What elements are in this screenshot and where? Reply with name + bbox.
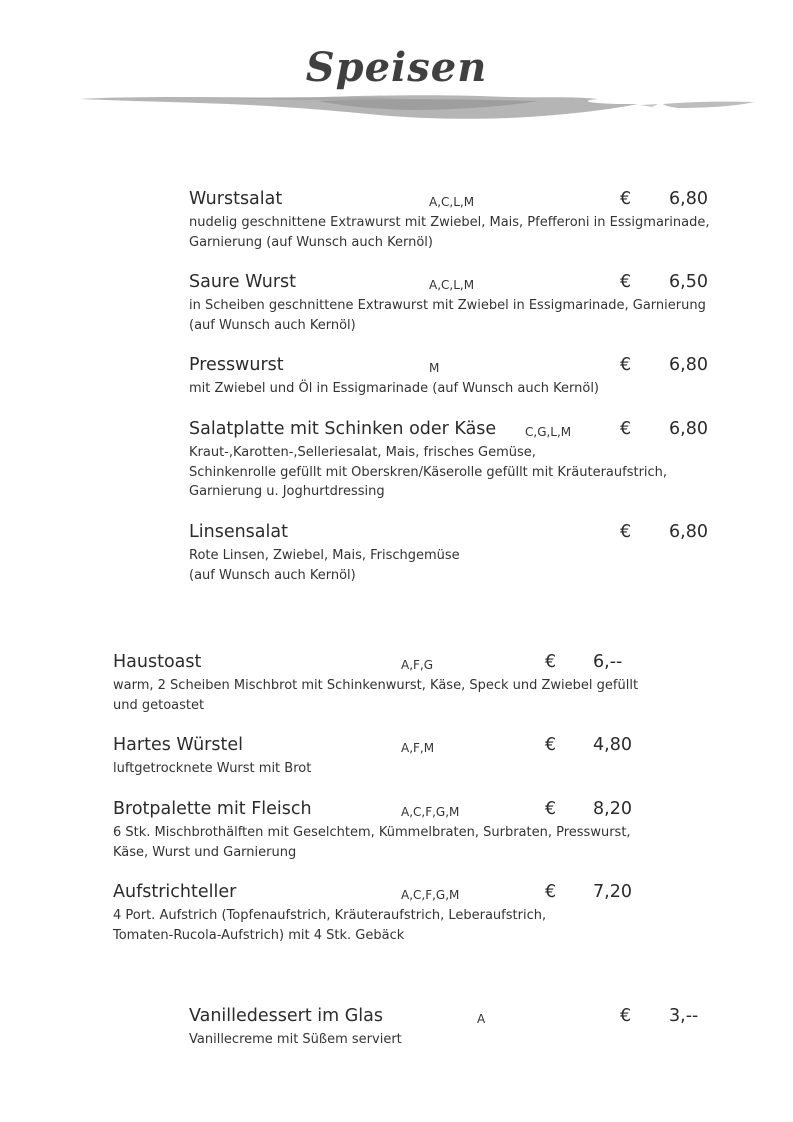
item-description bbox=[189, 546, 460, 585]
item-price: 7,20 bbox=[593, 882, 632, 902]
description-line: mit Zwiebel und Öl in Essigmarinade (auf Wunsch auch Kernöl) bbox=[189, 381, 600, 396]
item-price: 6,-- bbox=[593, 652, 623, 672]
item-name: Wurstsalat bbox=[189, 189, 283, 209]
description-line: in Scheiben geschnittene Extrawurst mit Zwiebel in Essigmarinade, Garnierung bbox=[189, 298, 706, 313]
description-line: Garnierung (auf Wunsch auch Kernöl) bbox=[189, 234, 433, 250]
item-price: 6,80 bbox=[669, 355, 708, 375]
euro-sign: € bbox=[545, 735, 557, 755]
page-title: Speisen bbox=[305, 44, 488, 91]
item-name: Presswurst bbox=[189, 355, 284, 375]
menu-item-vanilledessert bbox=[189, 1006, 719, 1050]
description-line: Garnierung u. Joghurtdressing bbox=[189, 484, 385, 499]
allergen-codes: A,C,L,M bbox=[429, 195, 475, 209]
description-line: Schinkenrolle gefüllt mit Oberskren/Käserolle gefüllt mit Kräuteraufstrich, bbox=[189, 464, 668, 480]
euro-sign: € bbox=[620, 355, 632, 375]
allergen-codes: A,C,F,G,M bbox=[401, 888, 460, 902]
item-name: Salatplatte mit Schinken oder Käse bbox=[189, 419, 497, 439]
euro-sign: € bbox=[620, 419, 632, 439]
euro-sign: € bbox=[620, 1006, 632, 1026]
description-line: (auf Wunsch auch Kernöl) bbox=[189, 317, 356, 333]
item-price: 4,80 bbox=[593, 735, 632, 755]
allergen-codes: A,F,G bbox=[401, 658, 434, 672]
item-name: Vanilledessert im Glas bbox=[189, 1006, 384, 1026]
item-description bbox=[189, 296, 706, 335]
item-description bbox=[113, 906, 546, 945]
item-name: Haustoast bbox=[113, 652, 202, 672]
allergen-codes: A bbox=[477, 1012, 486, 1026]
description-line: 4 Port. Aufstrich (Topfenaufstrich, Kräuteraufstrich, Leberaufstrich, bbox=[113, 908, 547, 923]
description-line: Rote Linsen, Zwiebel, Mais, Frischgemüse bbox=[189, 548, 460, 563]
description-line: warm, 2 Scheiben Mischbrot mit Schinkenwurst, Käse, Speck und Zwiebel gefüllt bbox=[113, 678, 639, 693]
item-name: Hartes Würstel bbox=[113, 735, 243, 755]
menu-item-presswurst bbox=[189, 355, 719, 399]
allergen-codes: M bbox=[429, 361, 440, 375]
euro-sign: € bbox=[620, 189, 632, 209]
description-line: Käse, Wurst und Garnierung bbox=[113, 844, 297, 860]
allergen-codes: C,G,L,M bbox=[525, 425, 572, 439]
euro-sign: € bbox=[620, 522, 632, 542]
description-line: Kraut-,Karotten-,Selleriesalat, Mais, frisches Gemüse, bbox=[189, 445, 536, 460]
item-price: 6,80 bbox=[669, 189, 708, 209]
menu-item-hartes-wuerstel bbox=[113, 735, 653, 779]
menu-item-salatplatte bbox=[189, 419, 719, 503]
euro-sign: € bbox=[545, 799, 557, 819]
item-price: 6,80 bbox=[669, 419, 708, 439]
item-name: Brotpalette mit Fleisch bbox=[113, 799, 312, 819]
item-description bbox=[113, 676, 638, 715]
description-line: Vanillecreme mit Süßem serviert bbox=[189, 1032, 402, 1047]
description-line: (auf Wunsch auch Kernöl) bbox=[189, 567, 356, 583]
euro-sign: € bbox=[545, 652, 557, 672]
euro-sign: € bbox=[545, 882, 557, 902]
description-line: und getoastet bbox=[113, 697, 205, 713]
item-name: Saure Wurst bbox=[189, 272, 297, 292]
allergen-codes: A,C,F,G,M bbox=[401, 805, 460, 819]
menu-item-linsensalat bbox=[189, 522, 719, 586]
description-line: 6 Stk. Mischbrothälften mit Geselchtem, Kümmelbraten, Surbraten, Presswurst, bbox=[113, 825, 631, 840]
allergen-codes: A,F,M bbox=[401, 741, 435, 755]
item-price: 8,20 bbox=[593, 799, 632, 819]
description-line: nudelig geschnittene Extrawurst mit Zwiebel, Mais, Pfefferoni in Essigmarinade, bbox=[189, 215, 710, 230]
item-description bbox=[189, 1030, 402, 1050]
menu-item-wurstsalat bbox=[189, 189, 719, 253]
allergen-codes: A,C,L,M bbox=[429, 278, 475, 292]
item-description bbox=[113, 823, 631, 862]
menu-item-saure-wurst bbox=[189, 272, 719, 336]
item-price: 6,50 bbox=[669, 272, 708, 292]
description-line: luftgetrocknete Wurst mit Brot bbox=[113, 761, 312, 776]
description-line: Tomaten-Rucola-Aufstrich) mit 4 Stk. Gebäck bbox=[113, 927, 405, 943]
item-name: Aufstrichteller bbox=[113, 882, 237, 902]
brush-stroke-divider bbox=[78, 92, 758, 126]
euro-sign: € bbox=[620, 272, 632, 292]
menu-item-aufstrichteller bbox=[113, 882, 653, 946]
item-description bbox=[189, 443, 667, 502]
item-name: Linsensalat bbox=[189, 522, 288, 542]
menu-item-haustoast bbox=[113, 652, 653, 716]
item-description bbox=[189, 379, 599, 399]
item-description bbox=[113, 759, 311, 779]
menu-item-brotpalette bbox=[113, 799, 653, 863]
item-price: 6,80 bbox=[669, 522, 708, 542]
item-description bbox=[189, 213, 709, 252]
item-price: 3,-- bbox=[669, 1006, 699, 1026]
